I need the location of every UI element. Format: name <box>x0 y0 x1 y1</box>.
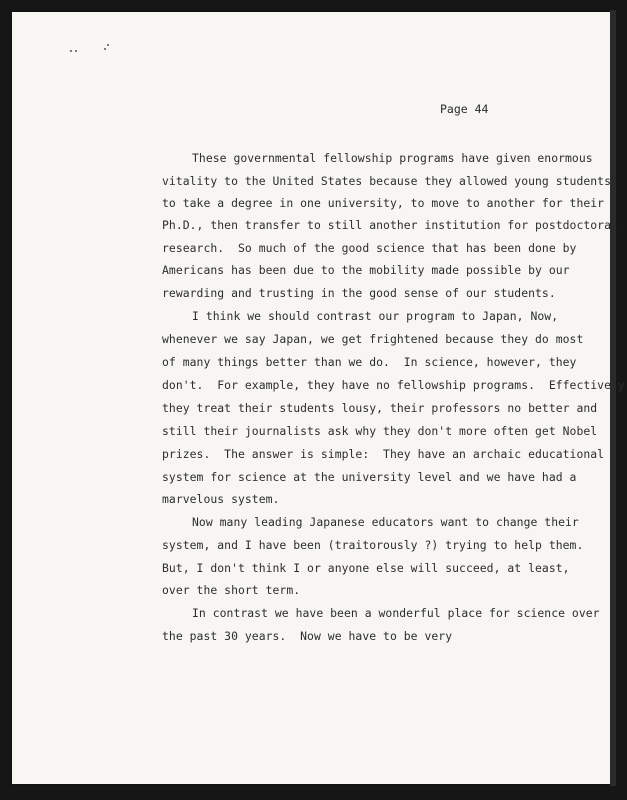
text-line: Now many leading Japanese educators want to change their <box>192 515 579 529</box>
text-line: the past 30 years. Now we have to be very <box>162 629 453 643</box>
text-line: These governmental fellowship programs have given enormous <box>192 151 593 165</box>
text-line: But, I don't think I or anyone else will succeed, at least, <box>162 561 570 575</box>
text-line: don't. For example, they have no fellowship programs. Effectively <box>162 378 625 392</box>
text-line: system, and I have been (traitorously ?) trying to help them. <box>162 538 584 552</box>
text-line: marvelous system. <box>162 492 280 506</box>
text-line: rewarding and trusting in the good sense of our students. <box>162 286 556 300</box>
text-line: Americans has been due to the mobility made possible by our <box>162 263 570 277</box>
text-line: they treat their students lousy, their professors no better and <box>162 401 598 415</box>
page-number: Page 44 <box>440 102 489 116</box>
text-line: prizes. The answer is simple: They have an archaic educational <box>162 447 605 461</box>
text-line: Ph.D., then transfer to still another institution for postdoctoral <box>162 218 618 232</box>
text-line: research. So much of the good science that has been done by <box>162 241 577 255</box>
text-line: over the short term. <box>162 583 301 597</box>
text-line: to take a degree in one university, to move to another for their <box>162 196 605 210</box>
text-line: still their journalists ask why they don't more often get Nobel <box>162 424 598 438</box>
text-line: system for science at the university level and we have had a <box>162 470 577 484</box>
text-line: whenever we say Japan, we get frightened because they do most <box>162 332 584 346</box>
text-line: I think we should contrast our program to Japan, Now, <box>192 309 559 323</box>
text-line: vitality to the United States because they allowed young students <box>162 174 612 188</box>
text-line: of many things better than we do. In science, however, they <box>162 355 577 369</box>
text-line: In contrast we have been a wonderful place for science over <box>192 606 600 620</box>
